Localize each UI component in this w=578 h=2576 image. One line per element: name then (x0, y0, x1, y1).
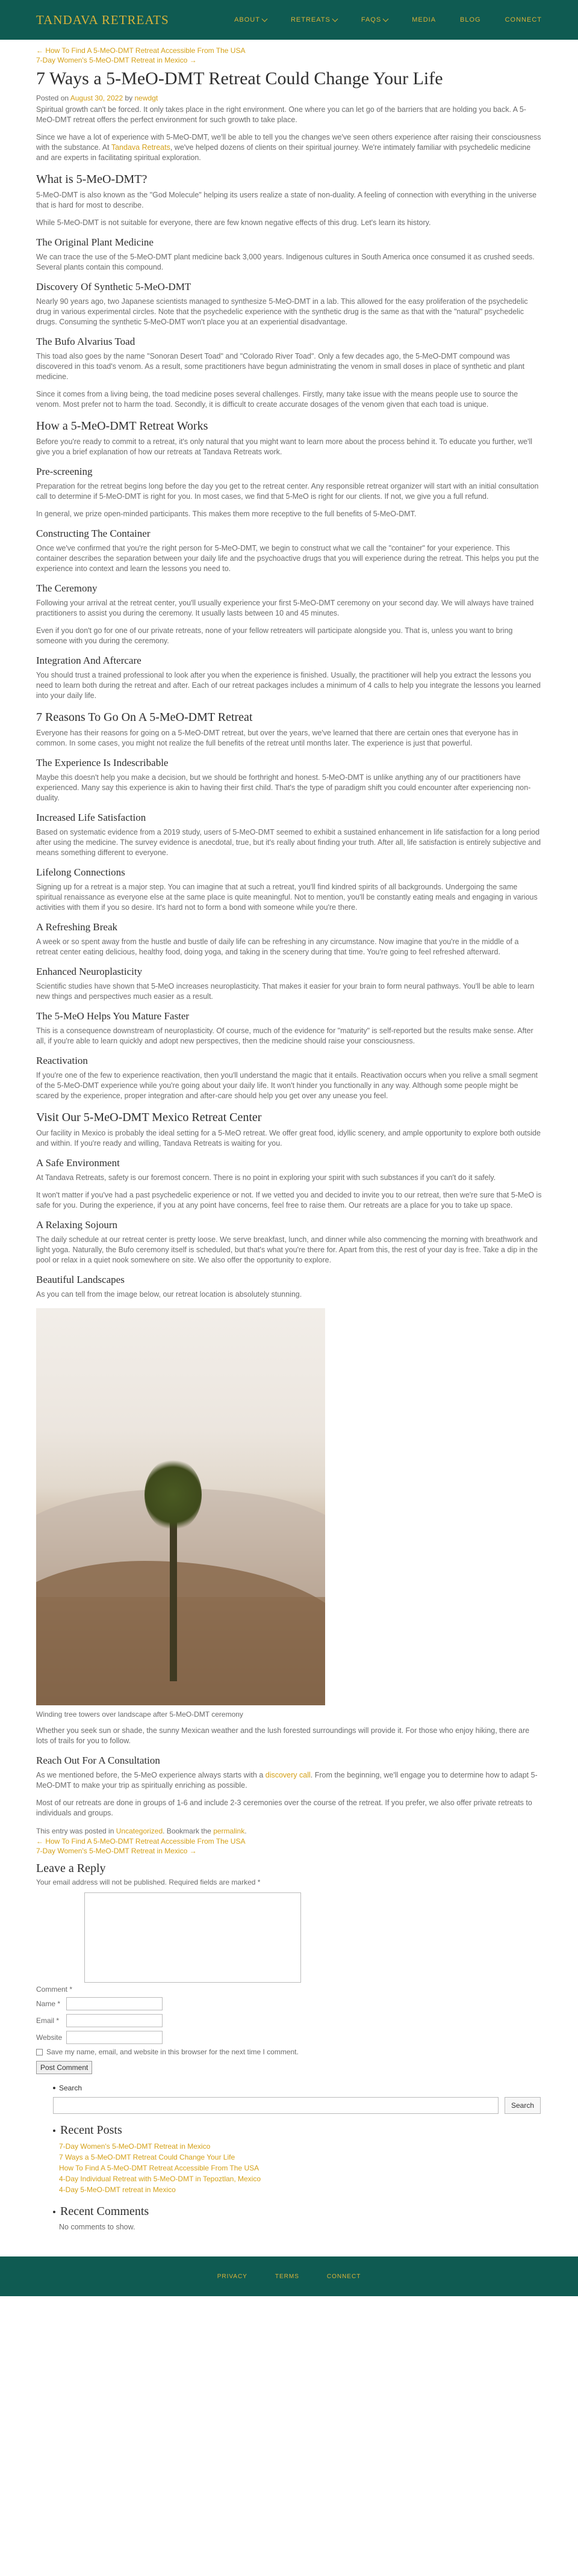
post-comment-button[interactable]: Post Comment (36, 2061, 92, 2074)
section-heading: 7 Reasons To Go On A 5-MeO-DMT Retreat (36, 711, 253, 724)
recent-post-link[interactable]: 7 Ways a 5-MeO-DMT Retreat Could Change Your Life (59, 2153, 235, 2161)
text: As we mentioned before, the 5-MeO experience always starts with a (36, 1771, 264, 1779)
subsection-heading: A Refreshing Break (36, 921, 118, 933)
tree-crown (144, 1459, 202, 1531)
page-title: 7 Ways a 5-MeO-DMT Retreat Could Change Your Life (36, 69, 443, 88)
paragraph: Maybe this doesn't help you make a decision, but we should be forthright and honest. 5-MeO-DMT is unlike anything any of our practitioners have experienced. Many say this experience is akin to having their first child. That's the type of paradigm shift you could encounter after experiencing non-duality. (36, 773, 531, 802)
meta-prefix: Posted on (36, 94, 69, 102)
nav-about[interactable] (234, 16, 267, 23)
text: Since we have a lot of experience with 5-MeO-DMT, we'll be able to tell you the changes we've seen others experience after raising their consciousness with the substance. At (36, 133, 541, 152)
site-logo[interactable]: TANDAVA RETREATS (36, 12, 169, 27)
subsection-heading: Integration And Aftercare (36, 655, 141, 666)
nav-label: ABOUT (234, 16, 260, 23)
category-link[interactable]: Uncategorized (116, 1827, 163, 1835)
recent-posts-widget (53, 2124, 542, 2195)
nav-label: BLOG (460, 16, 481, 23)
nav-faqs[interactable] (361, 16, 388, 23)
recent-posts-title-text: Recent Posts (60, 2124, 122, 2137)
required-note: Your email address will not be published. Required fields are marked * (36, 1878, 261, 1886)
subsection-heading: The Experience Is Indescribable (36, 757, 169, 768)
paragraph: The daily schedule at our retreat center is pretty loose. We serve breakfast, lunch, and dinner while also commencing the morning with breathwork and light yoga. Naturally, the Bufo ceremony itself is scheduled, but that's what you're there for. Apart from this, the rest of your day is free. Take a dip in the pool or relax in a quiet nook somewhere on site. We also offer the opportunity to explore. (36, 1235, 538, 1264)
subsection-heading: Enhanced Neuroplasticity (36, 966, 143, 977)
subsection-heading: A Safe Environment (36, 1157, 120, 1169)
paragraph: Scientific studies have shown that 5-MeO increases neuroplasticity. That makes it easier for your brain to form neural pathways. You'll be able to learn new things and perspectives much easier as a result. (36, 982, 535, 1001)
email-field[interactable] (66, 2014, 163, 2027)
paragraph: Signing up for a retreat is a major step. You can imagine that at such a retreat, you'll find kindred spirits of all backgrounds. Undergoing the same spiritual renaissance as everyone else at the same place is quite meaningful. Not to mention, you'll be constantly eating meals and engaging in various activities with them if you so desire. It's hard not to form a bond with someone while you're there. (36, 883, 538, 912)
subsection-heading: The Ceremony (36, 582, 98, 594)
recent-post-link[interactable]: 7-Day Women's 5-MeO-DMT Retreat in Mexico (59, 2142, 211, 2151)
paragraph: Everyone has their reasons for going on a 5-MeO-DMT retreat, but over the years, we've learned that there are certain ones that everyone has in common. In some cases, you might not realize the full benefits of the retreat until months later. The experience is just that powerful. (36, 729, 518, 747)
bullet-icon (53, 2087, 55, 2089)
paragraph: Most of our retreats are done in groups of 1-6 and include 2-3 ceremonies over the course of the retreat. If you prefer, we also offer private retreats to individuals and groups. (36, 1799, 532, 1817)
paragraph: 5-MeO-DMT is also known as the "God Molecule" helping its users realize a state of non-duality. A feeling of connection with everything in the universe that is hard for most to describe. (36, 191, 537, 209)
post-date-link[interactable]: August 30, 2022 (70, 94, 123, 102)
recent-posts-title (53, 2124, 542, 2137)
paragraph: It won't matter if you've had a past psychedelic experience or not. If we vetted you and decided to invite you to our retreat, then we're sure that 5-MeO is safe for you. During the experience, if you at any point have concerns, feel free to raise them. Our retreats are a place for you to take up space. (36, 1191, 542, 1209)
nav-label: CONNECT (505, 16, 542, 23)
website-row (36, 2031, 542, 2044)
text: . (244, 1827, 247, 1835)
subsection-heading: The Bufo Alvarius Toad (36, 336, 135, 347)
paragraph: Based on systematic evidence from a 2019 study, users of 5-MeO-DMT seemed to exhibit a sustained enhancement in life satisfaction for a long period after using the medicine. The survey evidence is anecdotal, true, but it's really about finding your truth. After all, life satisfaction is entirely subjective and means something different to everyone. (36, 828, 541, 857)
tandava-link[interactable]: Tandava Retreats (111, 143, 170, 152)
nav-label: RETREATS (290, 16, 331, 23)
text: This entry was posted in (36, 1827, 114, 1835)
section-heading: Visit Our 5-MeO-DMT Mexico Retreat Center (36, 1111, 262, 1124)
site-footer (0, 2256, 578, 2296)
paragraph: We can trace the use of the 5-MeO-DMT plant medicine back 3,000 years. Indigenous cultures in South America once consumed it as crushed seeds. Several plants contain this compound. (36, 253, 535, 271)
paragraph: Spiritual growth can't be forced. It only takes place in the right environment. One where you can let go of the barriers that are holding you back. A 5-MeO-DMT retreat offers the perfect environment for such growth to take place. (36, 105, 526, 124)
chevron-down-icon (262, 16, 268, 22)
save-info-label: Save my name, email, and website in this browser for the next time I comment. (46, 2048, 299, 2056)
comment-label-row (36, 1985, 542, 1994)
subsection-heading: Discovery Of Synthetic 5-MeO-DMT (36, 281, 191, 292)
subsection-heading: Lifelong Connections (36, 866, 125, 878)
subsection-heading: The 5-MeO Helps You Mature Faster (36, 1010, 190, 1022)
paragraph: A week or so spent away from the hustle and bustle of daily life can be refreshing in any circumstance. Now imagine that you're in the middle of a retreat center eating delicious, healthy food, doing yoga, and taking in the scenery during that time. You're going to feel refreshed afterward. (36, 937, 519, 956)
paragraph: Our facility in Mexico is probably the ideal setting for a 5-MeO retreat. We offer great food, idyllic scenery, and ample opportunity to explore both outside and within. If you're ready and willing, Tandava Retreats is waiting for you. (36, 1129, 541, 1147)
meta-by: by (125, 94, 133, 102)
search-title (53, 2084, 542, 2092)
email-row (36, 2014, 542, 2027)
comment-form (36, 1862, 542, 2074)
paragraph: As you can tell from the image below, our retreat location is absolutely stunning. (36, 1290, 302, 1299)
footer-privacy-link[interactable]: PRIVACY (217, 2273, 247, 2280)
next-post-link-bottom[interactable]: 7-Day Women's 5-MeO-DMT Retreat in Mexico → (36, 1847, 197, 1855)
subsection-heading: The Original Plant Medicine (36, 236, 154, 248)
author-link[interactable]: newdgt (134, 94, 158, 102)
nav-connect[interactable] (505, 16, 542, 23)
paragraph: This toad also goes by the name "Sonoran Desert Toad" and "Colorado River Toad". Only a few decades ago, the 5-MeO-DMT compound was discovered in this toad's venom. As a result, some practitioners have begun administrating the venom in small doses in place of synthetic and plant medicine. (36, 352, 525, 381)
next-post-link[interactable]: 7-Day Women's 5-MeO-DMT Retreat in Mexico → (36, 56, 197, 64)
paragraph: Before you're ready to commit to a retreat, it's only natural that you might want to learn more about the process behind it. To educate you further, we'll give you a brief explanation of how our retreats at Tandava Retreats work. (36, 437, 533, 456)
paragraph: This is a consequence downstream of neuroplasticity. Of course, much of the evidence for "maturity" is self-reported but the results make sense. After all, if you're able to learn quickly and adopt new perspectives, then the medicine should raise your consciousness. (36, 1027, 533, 1045)
save-info-checkbox[interactable] (36, 2049, 43, 2056)
post-meta (36, 94, 542, 102)
name-label: Name * (36, 2000, 61, 2008)
comment-label: Comment * (36, 1985, 73, 1994)
chevron-down-icon (383, 16, 389, 22)
subsection-heading: Beautiful Landscapes (36, 1274, 125, 1285)
save-info-row (36, 2048, 542, 2056)
prev-post-link[interactable]: ← How To Find A 5-MeO-DMT Retreat Accessible From The USA (36, 46, 246, 55)
recent-comments-title-text: Recent Comments (60, 2205, 149, 2218)
site-header (0, 0, 578, 40)
image-caption: Winding tree towers over landscape after 5-MeO-DMT ceremony (36, 1710, 243, 1719)
no-comments-text: No comments to show. (59, 2223, 135, 2231)
search-widget (53, 2084, 542, 2114)
nav-blog[interactable] (460, 16, 481, 23)
search-input[interactable] (53, 2097, 499, 2114)
footer-terms-link[interactable]: TERMS (275, 2273, 299, 2280)
text: . Bookmark the (163, 1827, 211, 1835)
subsection-heading: Pre-screening (36, 466, 93, 477)
section-heading: How a 5-MeO-DMT Retreat Works (36, 419, 208, 433)
bullet-icon (53, 2211, 55, 2213)
comment-form-title: Leave a Reply (36, 1862, 106, 1875)
paragraph: In general, we prize open-minded participants. This makes them more receptive to the full benefits of 5-MeO-DMT. (36, 510, 417, 518)
paragraph: Nearly 90 years ago, two Japanese scientists managed to synthesize 5-MeO-DMT in a lab. This allowed for the easy proliferation of the psychedelic drug in various experimental circles. Note that the psychedelic experience with the synthetic drug is the same as that with the "natural" psychedelic drugs. Consuming the synthetic 5-MeO-DMT won't place you at an experiential disadvantage. (36, 297, 528, 326)
text: . From the beginning, we'll engage you to determine how to adapt 5-MeO-DMT to make your trip as spiritually enriching as possible. (36, 1771, 538, 1790)
nav-media[interactable] (412, 16, 436, 23)
landscape-image (36, 1308, 325, 1705)
subsection-heading: A Relaxing Sojourn (36, 1219, 118, 1231)
main-nav (234, 16, 542, 23)
email-label: Email * (36, 2016, 60, 2025)
subsection-heading: Reactivation (36, 1055, 88, 1066)
website-label: Website (36, 2033, 63, 2042)
entry-footer (36, 1827, 542, 1835)
paragraph: Whether you seek sun or shade, the sunny Mexican weather and the lush forested surroundings will provide it. For those who enjoy hiking, there are lots of trails for you to follow. (36, 1726, 530, 1745)
recent-post-link[interactable]: How To Find A 5-MeO-DMT Retreat Accessible From The USA (59, 2164, 259, 2172)
chevron-down-icon (332, 16, 338, 22)
recent-post-link[interactable]: 4-Day 5-MeO-DMT retreat in Mexico (59, 2185, 176, 2194)
recent-comments-widget (53, 2205, 542, 2232)
recent-comments-title (53, 2205, 542, 2219)
prev-post-link-bottom[interactable]: ← How To Find A 5-MeO-DMT Retreat Accessible From The USA (36, 1837, 246, 1846)
discovery-call-link[interactable]: discovery call (265, 1771, 311, 1779)
footer-connect-link[interactable]: CONNECT (326, 2273, 361, 2280)
recent-post-link[interactable]: 4-Day Individual Retreat with 5-MeO-DMT in Tepoztlan, Mexico (59, 2175, 261, 2183)
bullet-icon (53, 2130, 55, 2132)
paragraph: While 5-MeO-DMT is not suitable for everyone, there are few known negative effects of this drug. Let's learn its history. (36, 218, 431, 227)
text: , we've helped dozens of clients on their spiritual journey. We're intimately familiar with psychedelic medicine and are experts in facilitating spiritual exploration. (36, 143, 531, 162)
paragraph: You should trust a trained professional to look after you when the experience is finished. Usually, the practitioner will help you extract the lessons you need to learn both during the retreat and after. Each of our retreat packages includes a minimum of 4 calls to help you integrate the lessons you learned into your daily life. (36, 671, 541, 700)
hill-shape (36, 1561, 325, 1705)
search-button[interactable]: Search (505, 2097, 541, 2114)
main-content (0, 40, 578, 2256)
nav-label: FAQS (361, 16, 382, 23)
subsection-heading: Increased Life Satisfaction (36, 812, 146, 823)
comment-textarea[interactable] (84, 1892, 301, 1983)
name-field[interactable] (66, 1997, 163, 2010)
search-row (53, 2097, 542, 2114)
paragraph: If you're one of the few to experience reactivation, then you'll understand the magic that it entails. Reactivation occurs when you relive a small segment of the 5-MeO-DMT experience while you're going about your daily life. It won't hinder you functionally in any way. Although some people might be scared by the experience, proper integration and after-care should help you get over any unease you feel. (36, 1071, 538, 1100)
paragraph: Even if you don't go for one of our private retreats, none of your fellow retreaters will participate alongside you. That is, unless you want to bring someone with you during the ceremony. (36, 626, 513, 645)
name-row (36, 1997, 542, 2010)
paragraph (36, 132, 542, 163)
nav-retreats[interactable] (291, 16, 337, 23)
paragraph (36, 1770, 542, 1791)
nav-label: MEDIA (412, 16, 437, 23)
paragraph: Preparation for the retreat begins long before the day you get to the retreat center. Any responsible retreat organizer will start with an initial consultation call to determine if 5-MeO-DMT is right for you. In most cases, we find that 5-MeO is right for our clients. If not, we give you a full refund. (36, 482, 539, 501)
search-title-text: Search (59, 2084, 82, 2092)
tree-trunk (170, 1507, 177, 1681)
paragraph: Once we've confirmed that you're the right person for 5-MeO-DMT, we begin to construct what we call the "container" for your experience. This container describes the separation between your daily life and the psychoactive drugs that you will experience during the retreat. This helps you put the experience into context and learn the lessons you need to. (36, 544, 539, 573)
subsection-heading: Reach Out For A Consultation (36, 1755, 160, 1766)
subsection-heading: Constructing The Container (36, 528, 151, 539)
paragraph: Following your arrival at the retreat center, you'll usually experience your first 5-MeO-DMT ceremony on your second day. We will always have trained practitioners to assist you during the ceremony. It usually lasts between 10 and 45 minutes. (36, 599, 534, 617)
permalink-link[interactable]: permalink (213, 1827, 245, 1835)
paragraph: Since it comes from a living being, the toad medicine poses several challenges. Firstly, many take issue with the means people use to source the venom. Most prefer not to harm the toad. Secondly, it is difficult to create accurate dosages of the venom given that each toad is unique. (36, 390, 518, 409)
website-field[interactable] (66, 2031, 163, 2044)
paragraph: At Tandava Retreats, safety is our foremost concern. There is no point in exploring your spirit with such substances if you can't do it safely. (36, 1173, 496, 1182)
section-heading: What is 5-MeO-DMT? (36, 173, 148, 186)
